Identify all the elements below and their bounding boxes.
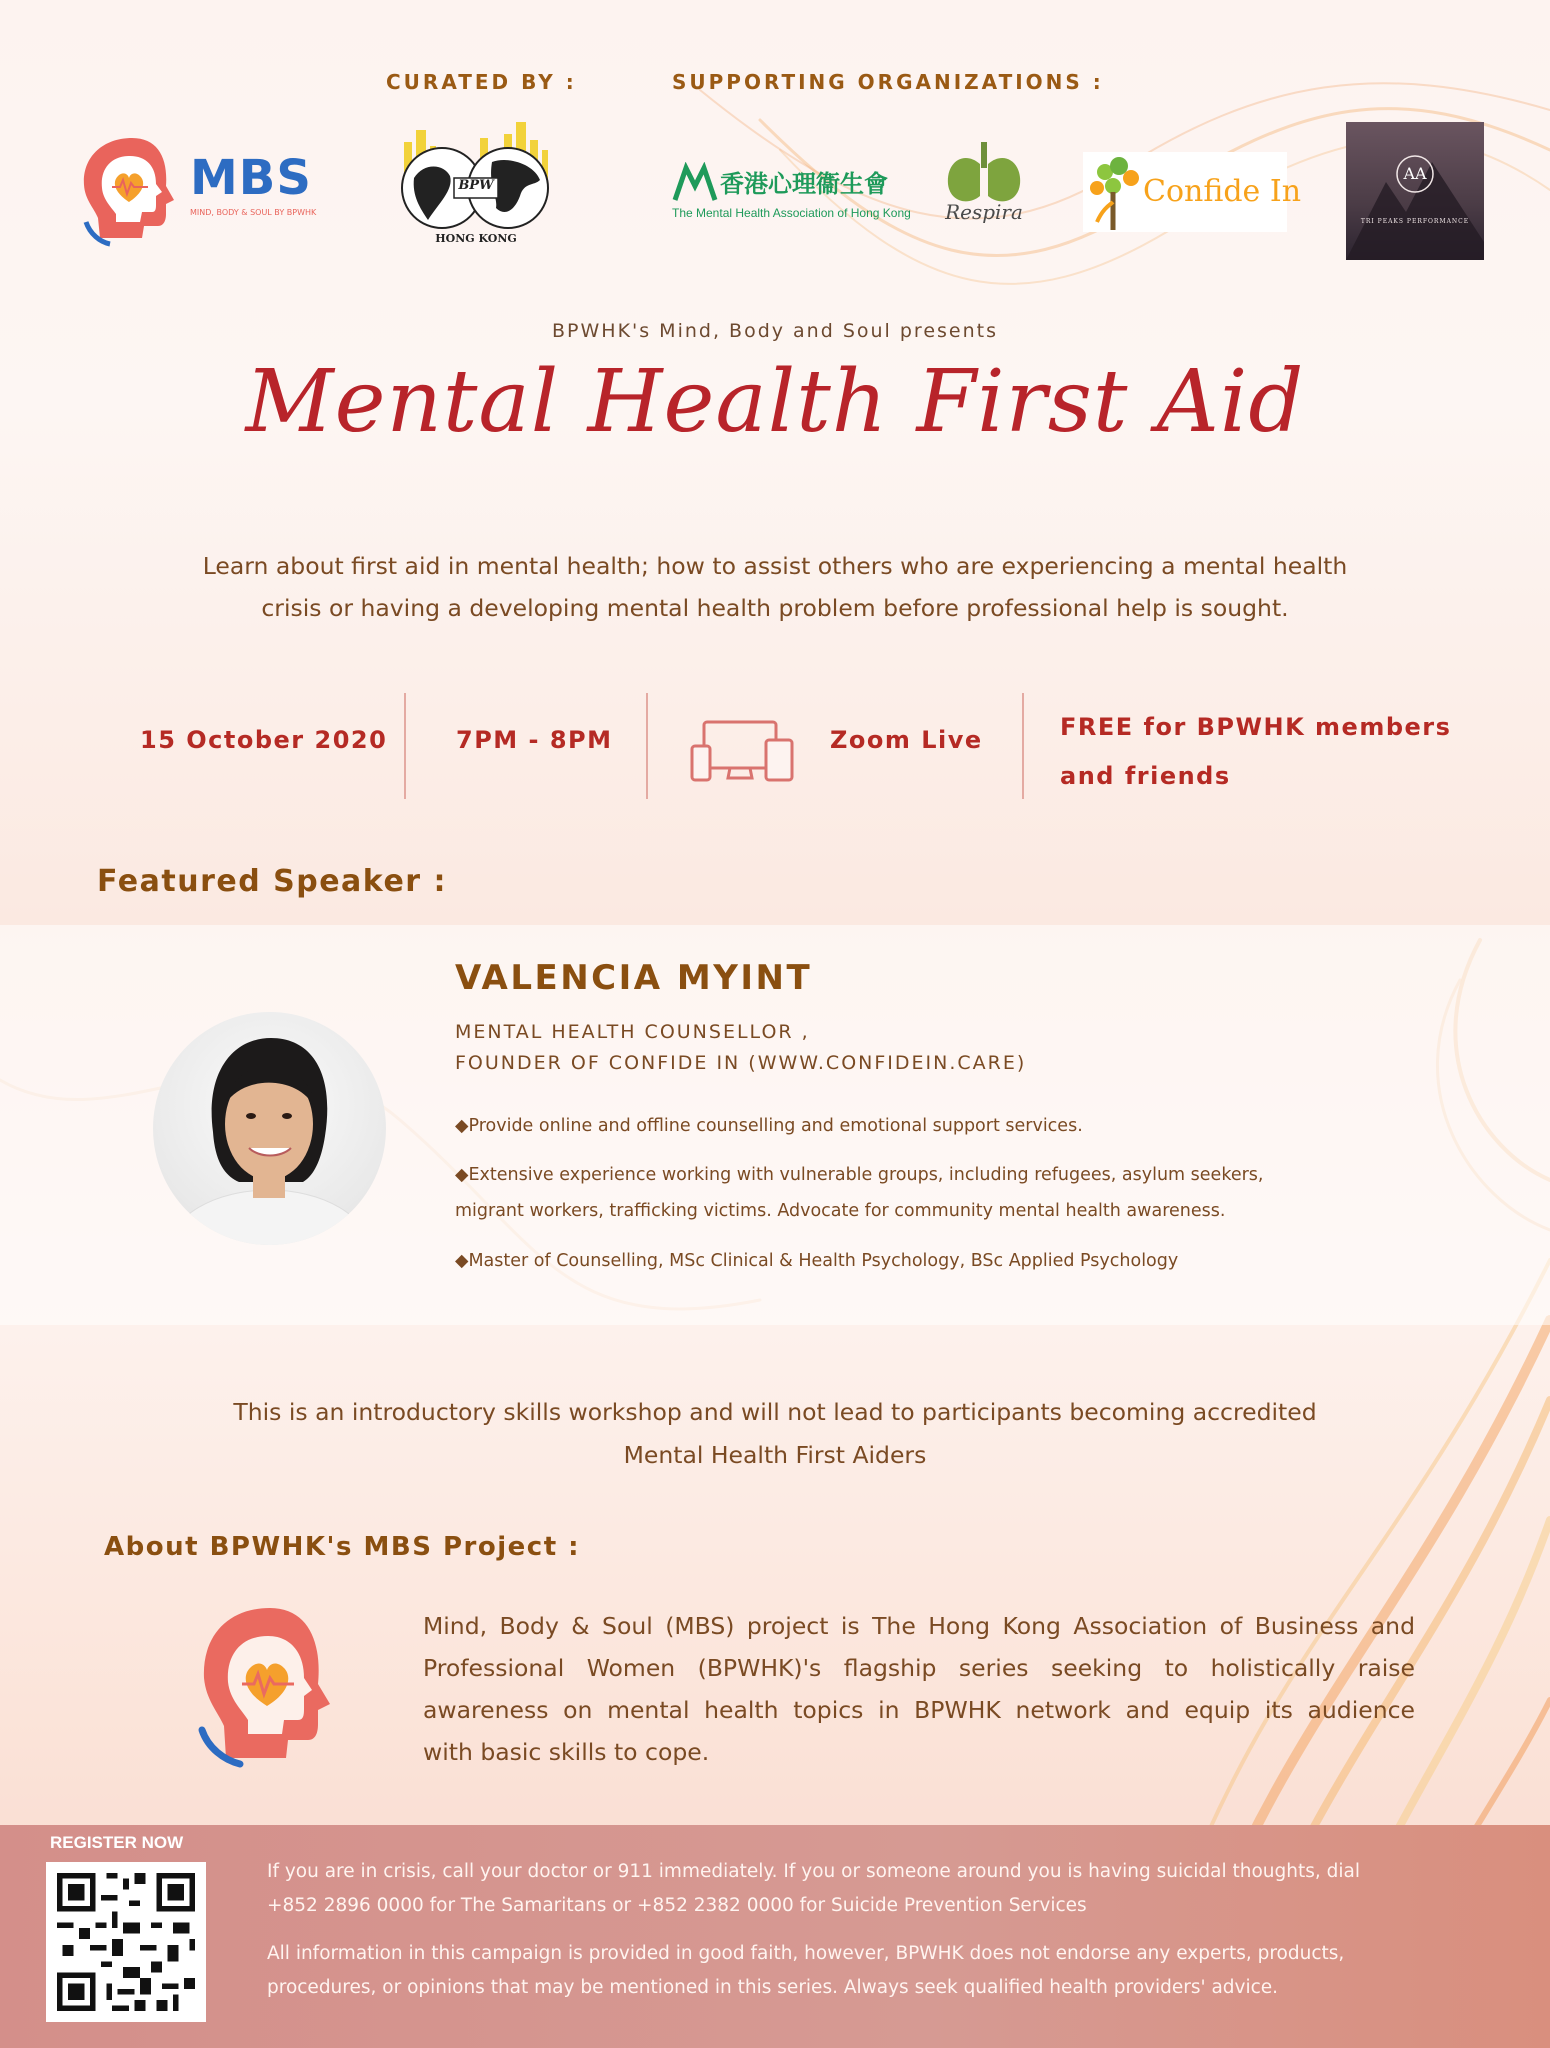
- tri-peaks-performance-logo: [1346, 122, 1484, 260]
- divider: [404, 693, 406, 799]
- event-price-line-2: and friends: [1060, 762, 1231, 790]
- tri-peaks-text: TRI PEAKS PERFORMANCE: [1360, 218, 1470, 225]
- bpw-logo-text: BPW: [458, 178, 494, 193]
- about-line-4: with basic skills to cope.: [423, 1738, 710, 1766]
- mbs-logo: [72, 130, 332, 250]
- tree-icon: [1083, 152, 1147, 232]
- devices-icon: [690, 720, 796, 789]
- register-now-label: REGISTER NOW: [50, 1833, 184, 1852]
- bpw-hong-kong-logo: [384, 112, 568, 250]
- mha-logo-english: The Mental Health Association of Hong Kong: [672, 206, 911, 220]
- about-heading: About BPWHK's MBS Project :: [104, 1532, 581, 1562]
- event-time: 7PM - 8PM: [456, 726, 613, 754]
- speaker-bullet-2-line-1: ◆Extensive experience working with vulnerable groups, including refugees, asylum seekers,: [455, 1165, 1264, 1185]
- speaker-name: VALENCIA MYINT: [455, 958, 813, 998]
- workshop-disclaimer-line-2: Mental Health First Aiders: [623, 1441, 927, 1469]
- register-qr-code[interactable]: [46, 1862, 206, 2022]
- mbs-logo-text: MBS: [190, 150, 312, 206]
- featured-speaker-heading: Featured Speaker :: [97, 864, 448, 899]
- speaker-role-line-2: FOUNDER OF CONFIDE IN (WWW.CONFIDEIN.CARE): [455, 1052, 1027, 1074]
- mountain-icon: [1346, 122, 1484, 260]
- mha-logo-icon: [672, 162, 718, 202]
- speaker-bullet-2-line-2: migrant workers, trafficking victims. Advocate for community mental health awareness.: [455, 1201, 1226, 1221]
- bpw-logo-subtext: HONG KONG: [435, 232, 517, 245]
- confide-in-logo-text: Confide In: [1143, 174, 1302, 209]
- workshop-disclaimer-line-1: This is an introductory skills workshop and will not lead to participants becoming accredited: [233, 1398, 1317, 1426]
- event-price-line-1: FREE for BPWHK members: [1060, 713, 1452, 741]
- legal-line-2: procedures, or opinions that may be mentioned in this series. Always seek qualified health providers' advice.: [267, 1977, 1279, 1998]
- event-venue: Zoom Live: [830, 726, 983, 754]
- respira-logo-text: Respira: [945, 200, 1023, 224]
- speaker-role-line-1: MENTAL HEALTH COUNSELLOR ,: [455, 1021, 810, 1043]
- event-date: 15 October 2020: [140, 726, 388, 754]
- tri-peaks-mark: AA: [1403, 164, 1427, 183]
- about-line-3: awareness on mental health topics in BPWHK network and equip its audience: [423, 1696, 1415, 1724]
- speaker-bullet-1: ◆Provide online and offline counselling and emotional support services.: [455, 1116, 1083, 1136]
- description-line-1: Learn about first aid in mental health; how to assist others who are experiencing a mental health: [202, 552, 1348, 580]
- supporting-organizations-label: SUPPORTING ORGANIZATIONS :: [672, 70, 1104, 94]
- about-line-1: Mind, Body & Soul (MBS) project is The Hong Kong Association of Business and: [423, 1612, 1415, 1640]
- curated-by-label: CURATED BY :: [386, 70, 577, 94]
- mbs-head-icon: [188, 1602, 348, 1779]
- bpw-globe-icon: [384, 112, 568, 230]
- mha-logo-chinese: 香港心理衞生會: [720, 170, 888, 198]
- divider: [646, 693, 648, 799]
- crisis-line-2: +852 2896 0000 for The Samaritans or +852 2382 0000 for Suicide Prevention Services: [267, 1895, 1087, 1916]
- divider: [1022, 693, 1024, 799]
- mbs-head-icon: [72, 130, 187, 250]
- description-line-2: crisis or having a developing mental health problem before professional help is sought.: [261, 594, 1289, 622]
- confide-in-logo: [1083, 152, 1302, 232]
- speaker-bullet-3: ◆Master of Counselling, MSc Clinical & Health Psychology, BSc Applied Psychology: [455, 1251, 1179, 1271]
- speaker-photo: [153, 1012, 386, 1245]
- about-line-2: Professional Women (BPWHK)'s flagship series seeking to holistically raise: [423, 1654, 1415, 1682]
- legal-line-1: All information in this campaign is provided in good faith, however, BPWHK does not endorse any experts, products,: [267, 1943, 1345, 1964]
- page-title: Mental Health First Aid: [245, 352, 1305, 452]
- presents-line: BPWHK's Mind, Body and Soul presents: [552, 320, 998, 342]
- respira-logo: [934, 140, 1034, 238]
- crisis-line-1: If you are in crisis, call your doctor or 911 immediately. If you or someone around you is having suicidal thoughts, dial: [267, 1861, 1360, 1882]
- mbs-logo-subtext: MIND, BODY & SOUL BY BPWHK: [190, 208, 317, 217]
- mental-health-association-logo: [672, 162, 911, 228]
